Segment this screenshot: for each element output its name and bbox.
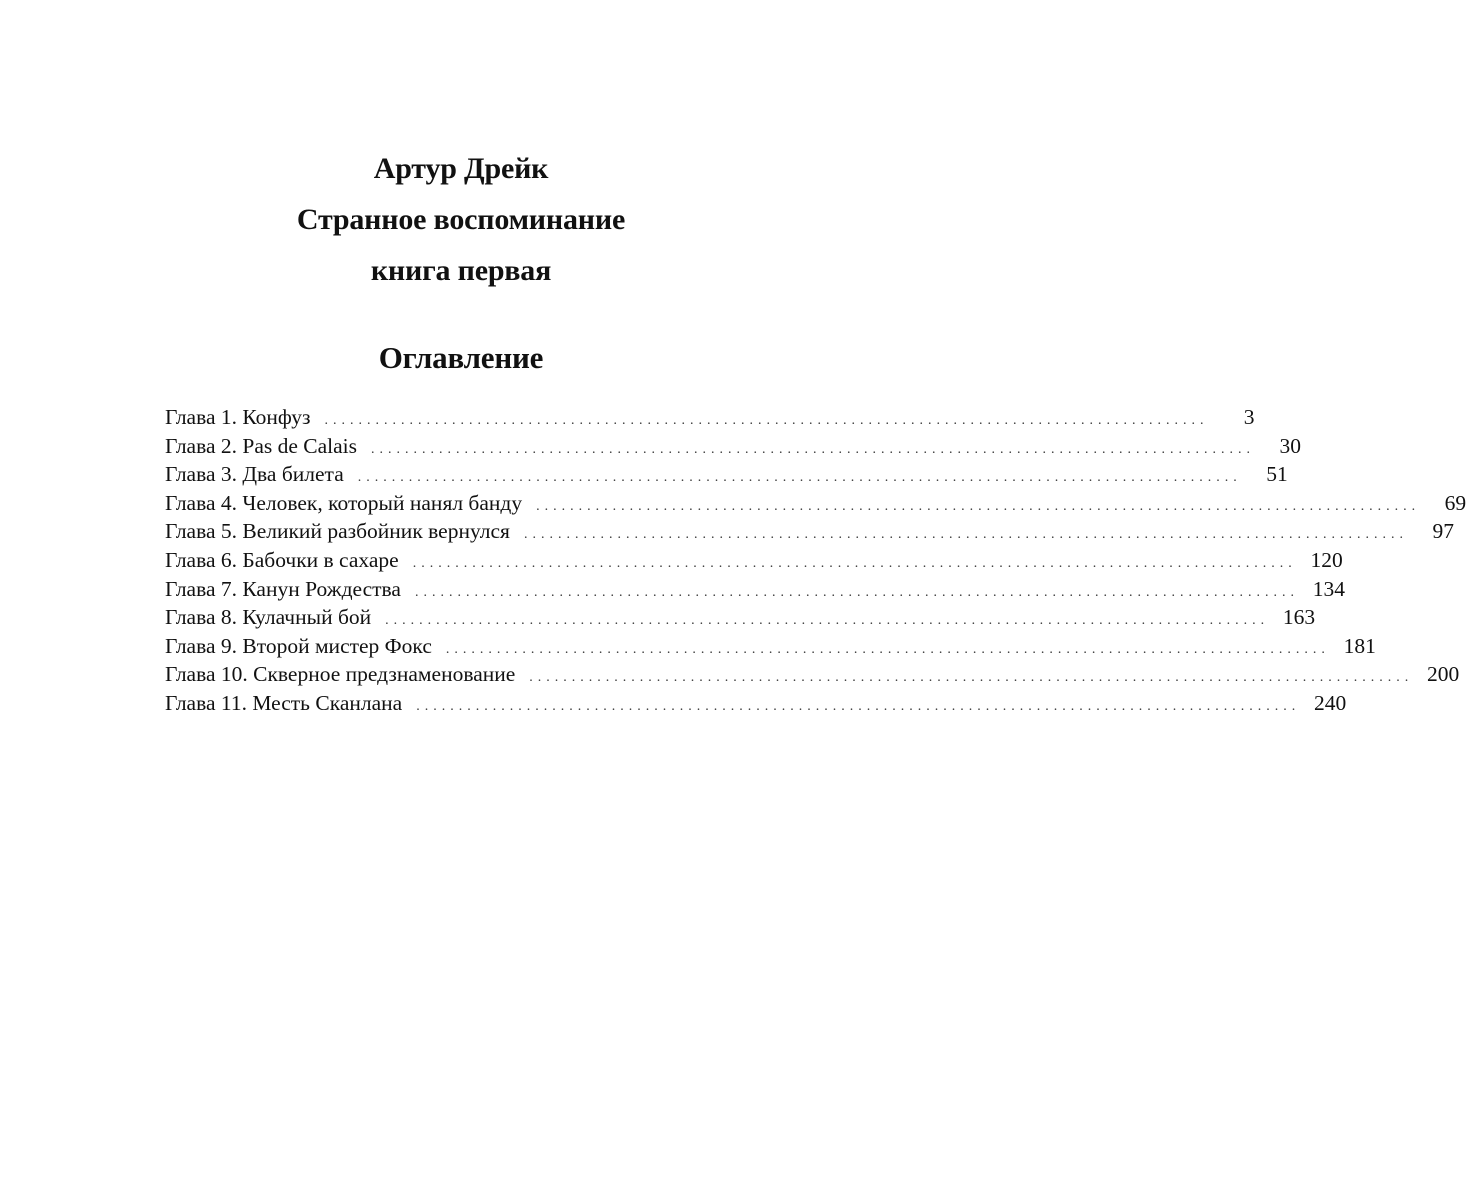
toc-page-number: 134 [1312,576,1345,601]
toc-page-number: 120 [1310,547,1343,572]
toc-chapter-title: Глава 9. Второй мистер Фокс [165,633,432,658]
toc-page-number: 97 [1432,519,1454,544]
book-title: Странное воспоминание [296,203,626,236]
toc-page-number: 51 [1266,462,1288,487]
toc-entry [165,403,1255,432]
toc-chapter-title: Глава 6. Бабочки в сахаре [165,547,399,572]
toc-heading: Оглавление [378,340,544,375]
author-name: Артур Дрейк [373,152,549,185]
toc-entry [165,632,1376,661]
toc-entry [165,432,1302,461]
toc-chapter-title: Глава 1. Конфуз [165,405,311,429]
toc-page-number: 200 [1427,662,1460,687]
toc-chapter-title: Глава 5. Великий разбойник вернулся [165,519,510,544]
toc-chapter-title: Глава 4. Человек, который нанял банду [165,490,523,515]
toc-page-number: 69 [1444,490,1466,515]
toc-chapter-title: Глава 10. Скверное предзнаменование [165,662,516,687]
toc-leader-dots: ........................................................................................................ [414,584,1299,600]
toc-entry [165,689,1347,718]
toc-leader-dots: ........................................................................................................ [385,613,1270,629]
toc-leader-dots: ........................................................................................................ [357,470,1242,486]
toc-entry [165,460,1288,489]
toc-entry [165,575,1345,604]
toc-page-number: 30 [1279,433,1302,458]
toc-page-number: 3 [1243,405,1255,429]
title-block [0,143,922,296]
toc-chapter-title: Глава 8. Кулачный бой [165,605,372,630]
toc-entry [165,660,1460,689]
toc-chapter-title: Глава 3. Два билета [165,462,344,487]
toc-chapter-title: Глава 7. Канун Рождества [165,576,401,601]
toc-entry [165,489,1466,518]
toc-leader-dots: ........................................................................................................ [523,527,1408,543]
toc-chapter-title: Глава 11. Месть Сканлана [165,690,403,715]
toc-leader-dots: ........................................................................................................ [529,670,1414,686]
toc-leader-dots: ........................................................................................................ [445,641,1330,657]
toc-leader-dots: ........................................................................................................ [371,441,1256,457]
toc-leader-dots: ........................................................................................................ [536,498,1421,514]
toc-page-number: 163 [1282,605,1316,630]
toc-leader-dots: ........................................................................................................ [416,698,1301,714]
volume-label: книга первая [370,254,552,287]
toc-chapter-title: Глава 2. Pas de Calais [165,433,358,458]
table-of-contents [165,403,1466,718]
toc-entry [165,546,1343,575]
toc-leader-dots: ........................................................................................................ [412,555,1297,571]
toc-entry [165,603,1316,632]
toc-leader-dots: ........................................................................................................ [324,413,1209,428]
toc-entry [165,517,1454,546]
toc-page-number: 240 [1313,690,1347,715]
toc-page-number: 181 [1343,633,1376,658]
